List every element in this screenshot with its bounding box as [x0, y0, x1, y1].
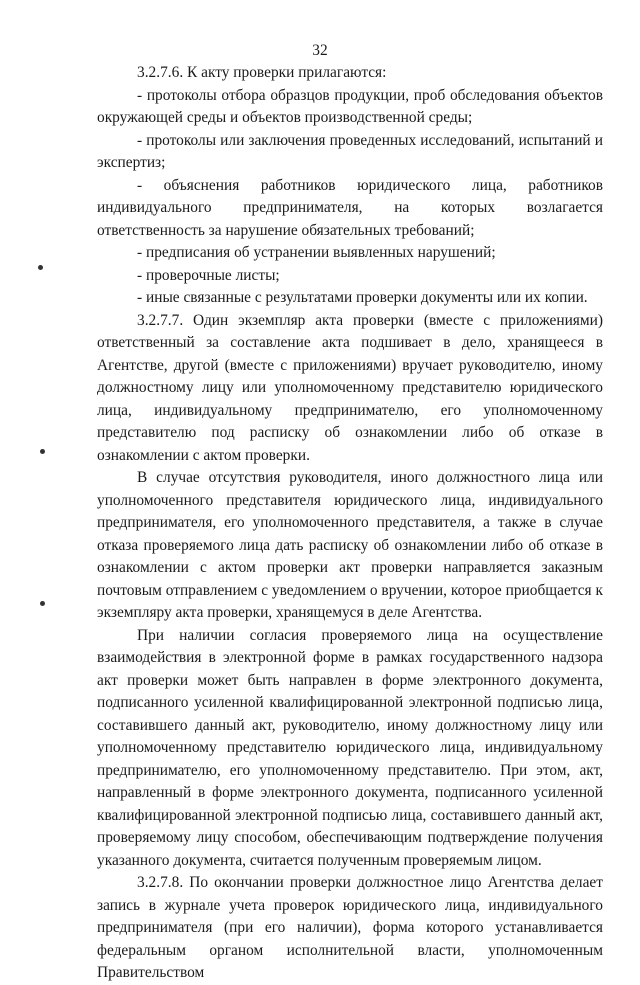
list-item: - проверочные листы; [137, 266, 280, 284]
list-item: - протоколы или заключения проведенных исследований, испытаний и экспертиз; [97, 131, 603, 171]
list-item: - иные связанные с результатами проверки документы или их копии. [137, 289, 588, 306]
list-item: - протоколы отбора образцов продукции, проб обследования объектов окружающей среды и объектов производственной среды; [97, 86, 603, 126]
paragraph: При наличии согласия проверяемого лица на осуществление взаимодействия в электронной форме в рамках государственного надзора акт проверки может быть направлен в форме электронного документа, подписанного усиленной квалифицированной электронной подписью лица, составившего данный акт, руководителю, иному должностному лицу или уполномоченному представителю юридического лица, индивидуальному предпринимателю, его уполномоченному представителю. При этом, акт, направленный в форме электронного документа, подписанного усиленной квалифицированной электронной подписью лица, составившего данный акт, проверяемому лицу способом, обеспечивающим подтверждение получения указанного документа, считается полученным проверяемым лицом. [97, 626, 603, 869]
scan-mark [40, 449, 45, 454]
paragraph: В случае отсутствия руководителя, иного должностного лица или уполномоченного представителя юридического лица, индивидуального предпринимателя, его уполномоченного представителя, а также в случае отказа проверяемого лица дать расписку об ознакомлении либо об отказе в ознакомлении с актом проверки акт проверки направляется заказным почтовым отправлением с уведомлением о вручении, которое приобщается к экземпляру акта проверки, хранящемуся в деле Агентства. [97, 469, 603, 621]
scan-mark [38, 265, 43, 270]
page-number: 32 [312, 42, 328, 59]
paragraph-3-2-7-6: 3.2.7.6. К акту проверки прилагаются: [137, 64, 387, 81]
list-item: - предписания об устранении выявленных нарушений; [137, 244, 496, 261]
list-item: - объяснения работников юридического лица, работников индивидуального предпринимателя, на которых возлагается ответственность за нарушение обязательных требований; [97, 176, 603, 239]
paragraph-3-2-7-8: 3.2.7.8. По окончании проверки должностное лицо Агентства делает запись в журнале учета проверок юридического лица, индивидуального предпринимателя (при его наличии), форма которого устанавливается федеральным органом исполнительной власти, уполномоченным Правительством [97, 874, 603, 981]
document-body [97, 62, 603, 985]
paragraph-3-2-7-7: 3.2.7.7. Один экземпляр акта проверки (вместе с приложениями) ответственный за составление акта подшивает в дело, хранящееся в Агентстве, другой (вместе с приложениями) вручает руководителю, иному должностному лицу или уполномоченному представителю юридического лица, индивидуальному предпринимателю, его уполномоченному представителю под расписку об ознакомлении либо об отказе в ознакомлении с актом проверки. [97, 311, 603, 464]
scan-mark [40, 601, 45, 606]
